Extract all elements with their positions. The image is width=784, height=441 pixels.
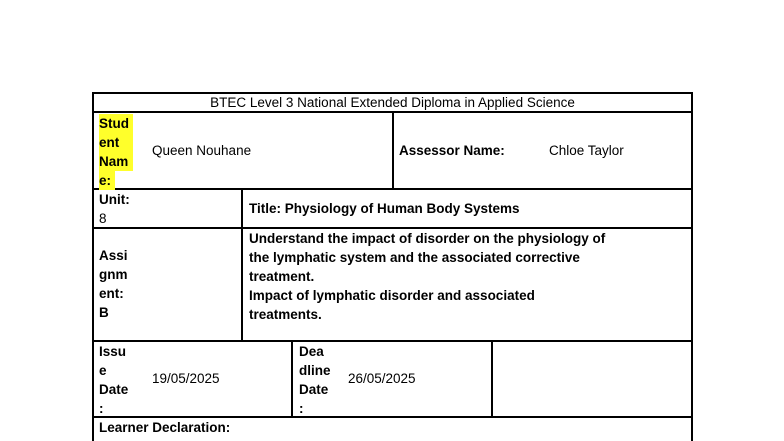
unit-label-line: 8 bbox=[99, 211, 107, 226]
student-label-line: Nam bbox=[99, 152, 133, 171]
qualification-title: BTEC Level 3 National Extended Diploma in Applied Science bbox=[210, 95, 575, 110]
assignment-description-line: the lymphatic system and the associated corrective bbox=[249, 250, 580, 265]
assignment-description-line: Understand the impact of disorder on the physiology of bbox=[249, 231, 606, 246]
issue-label-line: Date bbox=[99, 382, 129, 397]
deadline-label-line: : bbox=[299, 401, 304, 416]
divider-student-assessor bbox=[392, 111, 394, 190]
divider-issue-deadline bbox=[291, 340, 293, 418]
deadline-date-value: 26/05/2025 bbox=[348, 371, 416, 386]
assignment-label-line: gnm bbox=[99, 267, 128, 282]
divider-unit-title bbox=[241, 188, 243, 342]
learner-declaration-label: Learner Declaration: bbox=[99, 420, 231, 435]
deadline-label-line: Dea bbox=[299, 344, 324, 359]
issue-label-line: Issu bbox=[99, 344, 127, 359]
assignment-description-line: treatments. bbox=[249, 307, 322, 322]
deadline-date-label bbox=[299, 342, 331, 418]
unit-label bbox=[99, 190, 130, 228]
unit-label-line: Unit: bbox=[99, 192, 130, 207]
assessor-name-label: Assessor Name: bbox=[399, 143, 505, 158]
assignment-label-line: ent: bbox=[99, 286, 124, 301]
table-border-row4 bbox=[92, 340, 693, 342]
issue-date-label bbox=[99, 342, 128, 418]
assignment-description bbox=[249, 229, 605, 324]
issue-label-line: e bbox=[99, 363, 107, 378]
assignment-label-line: Assi bbox=[99, 248, 128, 263]
assignment-label bbox=[99, 246, 128, 322]
student-label-line: e: bbox=[99, 171, 115, 190]
student-label-line: Stud bbox=[99, 114, 133, 133]
assignment-description-line: Impact of lymphatic disorder and associated bbox=[249, 288, 535, 303]
student-name-label bbox=[99, 114, 133, 190]
table-border-right bbox=[691, 92, 693, 441]
student-name-value: Queen Nouhane bbox=[152, 143, 252, 158]
table-border-left bbox=[92, 92, 94, 441]
issue-date-value: 19/05/2025 bbox=[152, 371, 220, 386]
deadline-label-line: dline bbox=[299, 363, 331, 378]
issue-label-line: : bbox=[99, 401, 104, 416]
divider-deadline-blank bbox=[491, 340, 493, 418]
student-label-line: ent bbox=[99, 133, 133, 152]
deadline-label-line: Date bbox=[299, 382, 329, 397]
assessor-name-value: Chloe Taylor bbox=[549, 143, 624, 158]
unit-title: Title: Physiology of Human Body Systems bbox=[249, 201, 520, 216]
assignment-description-line: treatment. bbox=[249, 269, 315, 284]
assignment-label-line: B bbox=[99, 305, 109, 320]
